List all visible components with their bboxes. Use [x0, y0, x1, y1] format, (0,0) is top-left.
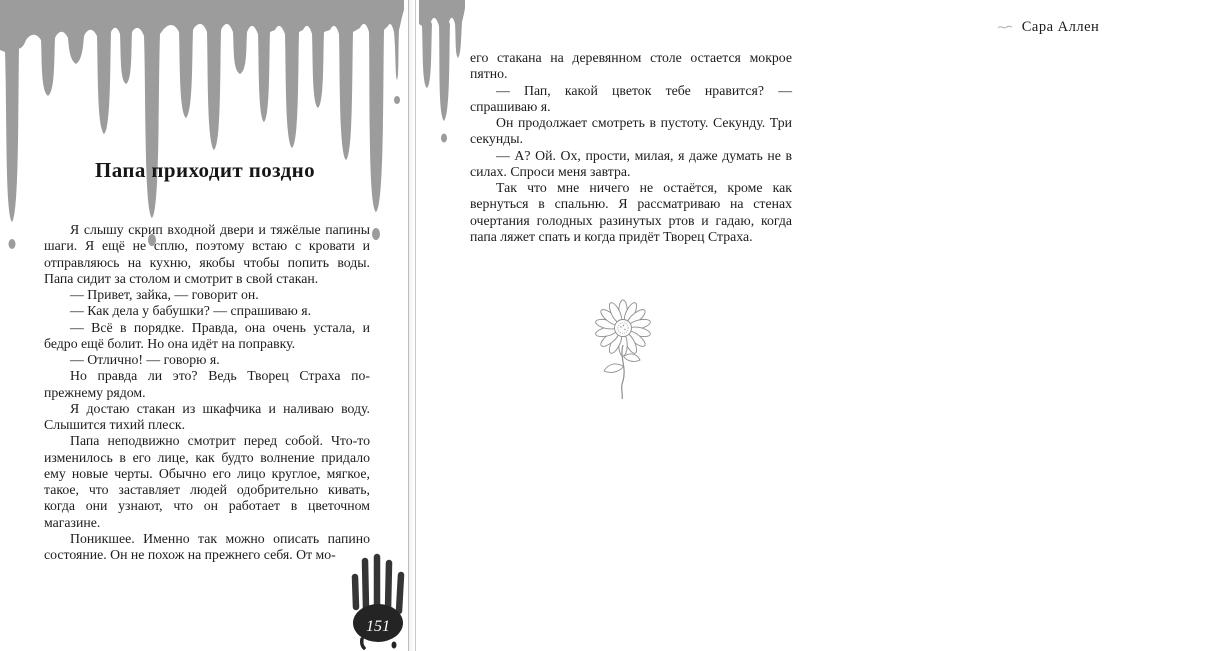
page-number: 151 — [366, 618, 390, 635]
paragraph: — А? Ой. Ох, прости, милая, я даже думать не в силах. Спроси меня завтра. — [470, 147, 792, 179]
left-page — [0, 0, 408, 651]
right-page-text — [470, 50, 792, 245]
paragraph: Но правда ли это? Ведь Творец Страха по-прежнему рядом. — [44, 368, 370, 400]
paragraph: Я достаю стакан из шкафчика и наливаю воду. Слышится тихий плеск. — [44, 400, 370, 432]
paragraph: его стакана на деревянном столе остается мокрое пятно. — [470, 50, 792, 82]
paragraph: — Привет, зайка, — говорит он. — [70, 287, 259, 302]
paragraph: Он продолжает смотреть в пустоту. Секунду. Три секунды. — [470, 115, 792, 147]
chapter-title: Папа приходит поздно — [94, 158, 316, 182]
paragraph: — Как дела у бабушки? — спрашиваю я. — [70, 303, 312, 319]
left-page-text — [44, 222, 370, 563]
paragraph: Так что мне ничего не остаётся, кроме как вернуться в спальню. Я рассматриваю на стенах очертания голодных разинутых ртов и гадаю, когда папа ляжет спать и когда придёт Творец Страха. — [470, 180, 792, 244]
paragraph: — Отлично! — говорю я. — [70, 352, 220, 367]
paragraph: Я слышу скрип входной двери и тяжёлые папины шаги. Я ещё не сплю, поэтому встаю с кровати и отправляюсь на кухню, якобы чтобы попить воды. Папа сидит за столом и смотрит в свой стакан. — [44, 222, 370, 286]
paragraph: Папа неподвижно смотрит перед собой. Что-то изменилось в его лице, как будто волнение придало ему новые черты. Обычно его лицо круглое, мягкое, такое, что заставляет людей одобрительно кивать, когда они узнают, что он работает в цветочном магазине. — [44, 433, 370, 530]
sunflower-illustration — [578, 296, 668, 401]
ink-drip-decoration-right — [419, 0, 467, 160]
running-header-text: Сара Аллен — [1021, 19, 1100, 35]
running-header — [887, 19, 1209, 36]
paragraph: — Всё в порядке. Правда, она очень устала, и бедро ещё болит. Но она идёт на поправку. — [44, 319, 370, 351]
page-gutter — [408, 0, 416, 651]
paragraph: — Пап, какой цветок тебе нравится? — спрашиваю я. — [470, 82, 792, 114]
header-ornament-icon — [997, 23, 1013, 32]
handprint-decoration — [350, 555, 408, 651]
paragraph: Поникшее. Именно так можно описать папино состояние. Он не похож на прежнего себя. От мо- — [44, 530, 370, 562]
